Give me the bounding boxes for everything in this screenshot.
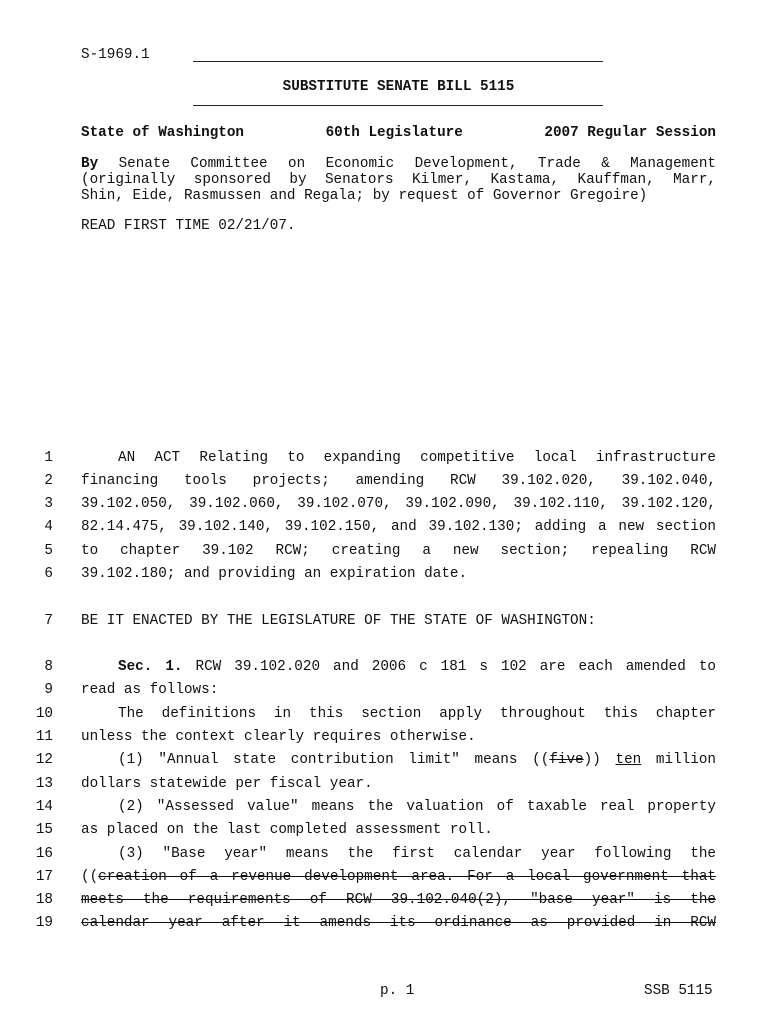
bill-title: SUBSTITUTE SENATE BILL 5115 [282,79,515,95]
sponsor-committee: Senate Committee on Economic Development, Trade & Management [118,156,716,172]
line-number: 5 [44,543,53,559]
line-text: AN ACT Relating to expanding competitive local infrastructure [118,450,716,466]
page-number: p. 1 [380,983,415,999]
line-number: 1 [44,450,53,466]
line-text: 39.102.180; and providing an expiration date. [81,566,468,582]
line-number: 18 [35,892,53,908]
line-text: to chapter 39.102 RCW; creating a new section; repealing RCW [81,543,716,559]
inserted-text: ten [615,752,642,768]
header-rule-bottom [193,105,603,106]
header-rule-top [193,61,603,62]
section-heading: Sec. 1. [118,659,183,675]
line-text: BE IT ENACTED BY THE LEGISLATURE OF THE STATE OF WASHINGTON: [81,613,596,629]
line-number: 4 [44,519,53,535]
line-number: 12 [35,752,53,768]
line-text: read as follows: [81,682,219,698]
line-number: 8 [44,659,53,675]
line-text: ((creation of a revenue development area. For a local government that [81,869,716,885]
sponsor-line-3: Shin, Eide, Rasmussen and Regala; by request of Governor Gregoire) [81,188,648,204]
state-label: State of Washington [81,125,245,141]
by-label: By [81,156,99,172]
line-number: 15 [35,822,53,838]
line-number: 7 [44,613,53,629]
read-first-time: READ FIRST TIME 02/21/07. [81,218,296,234]
line-text: The definitions in this section apply throughout this chapter [118,706,716,722]
line-number: 13 [35,776,53,792]
bill-footer-id: SSB 5115 [644,983,713,999]
struck-text: calendar year after it amends its ordinance as provided in RCW [81,915,716,931]
line-text: (1) "Annual state contribution limit" means ((five)) ten million [118,752,716,768]
line-text: financing tools projects; amending RCW 39.102.020, 39.102.040, [81,473,716,489]
document-id: S-1969.1 [81,47,150,63]
line-number: 16 [35,846,53,862]
line-text: dollars statewide per fiscal year. [81,776,373,792]
sponsor-line-2: (originally sponsored by Senators Kilmer, Kastama, Kauffman, Marr, [81,172,716,188]
line-number: 9 [44,682,53,698]
line-text: 82.14.475, 39.102.140, 39.102.150, and 39.102.130; adding a new section [81,519,716,535]
line-number: 19 [35,915,53,931]
line-text: Sec. 1. RCW 39.102.020 and 2006 c 181 s 102 are each amended to [81,659,716,675]
line-text: unless the context clearly requires otherwise. [81,729,476,745]
sponsor-line-1 [81,156,716,172]
line-text: 39.102.050, 39.102.060, 39.102.070, 39.102.090, 39.102.110, 39.102.120, [81,496,716,512]
line-number: 10 [35,706,53,722]
line-number: 6 [44,566,53,582]
struck-text: five [549,752,584,768]
line-number: 2 [44,473,53,489]
session-info-row [81,125,716,141]
line-number: 17 [35,869,53,885]
line-text: (3) "Base year" means the first calendar year following the [118,846,716,862]
session-label: 2007 Regular Session [544,125,716,141]
line-number: 11 [35,729,53,745]
legislature-label: 60th Legislature [325,125,463,141]
line-text: (2) "Assessed value" means the valuation of taxable real property [118,799,716,815]
sponsor-block [81,156,716,204]
struck-text: meets the requirements of RCW 39.102.040(2), "base year" is the [81,892,716,908]
line-number: 14 [35,799,53,815]
line-text: as placed on the last completed assessment roll. [81,822,493,838]
struck-text: creation of a revenue development area. For a local government that [98,869,716,885]
line-number: 3 [44,496,53,512]
